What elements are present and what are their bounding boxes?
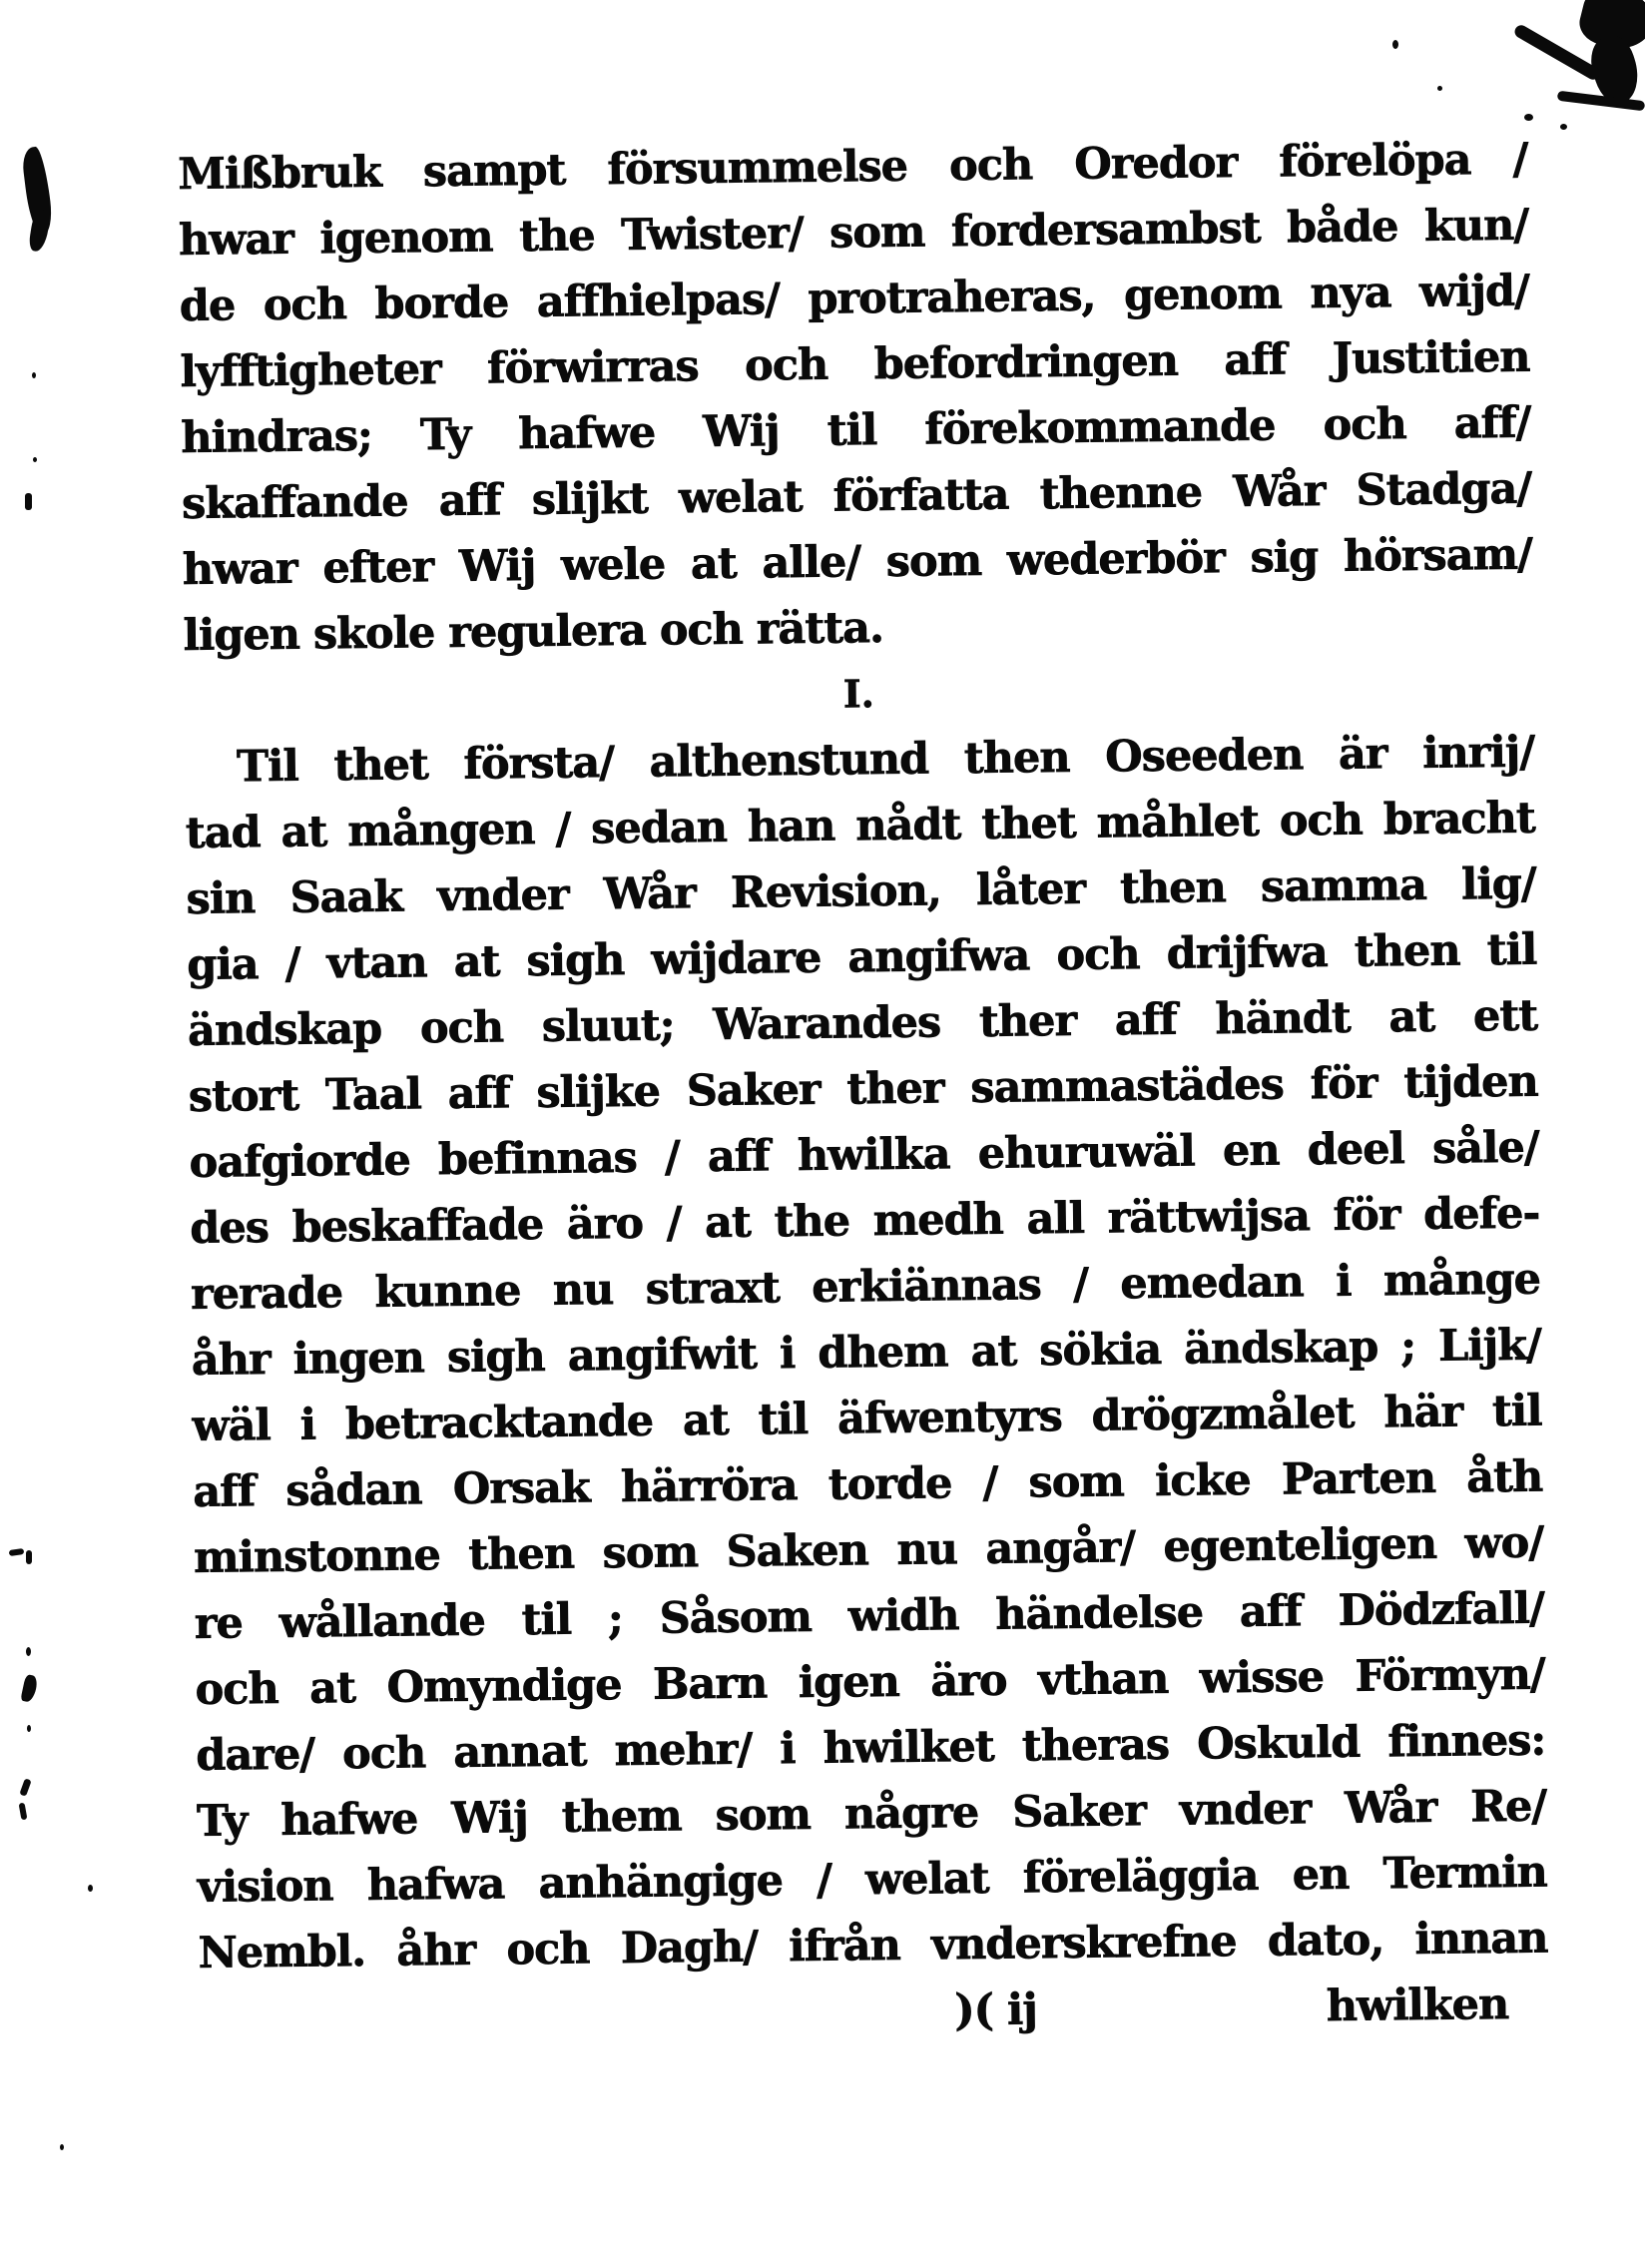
ink-speck (26, 1550, 32, 1564)
ink-speck (1560, 124, 1567, 130)
text-line: minstonne then som Saken nu angår/ egenteligen wo/ (193, 1517, 1544, 1583)
ink-speck (19, 1778, 31, 1796)
text-line: Mißbruk sampt försummelse och Oredor förelöpa / (178, 134, 1528, 200)
text-line: wäl i betracktande at til äfwentyrs drögzmålet här til (192, 1386, 1542, 1451)
signature-mark: )( ij (954, 1984, 1038, 2036)
text-line: tad at mången / sedan han nådt thet måhlet och bracht (185, 793, 1536, 858)
ink-speck (60, 2144, 64, 2150)
text-line: rerade kunne nu straxt erkiännas / emedan i månge (190, 1254, 1541, 1320)
text-line: hwar efter Wij wele at alle/ som wederbör sig hörsam/ (182, 529, 1533, 595)
ink-speck (19, 1803, 28, 1821)
ink-speck (1437, 86, 1442, 91)
text-line: gia / vtan at sigh wijdare angifwa och drijfwa then til (187, 924, 1537, 990)
ink-speck (32, 372, 36, 378)
ink-speck (25, 493, 32, 510)
ink-speck (1392, 40, 1398, 49)
text-line: ändskap och sluut; Warandes ther aff händt at ett (187, 990, 1538, 1056)
text-line: ligen skole regulera och rätta. (183, 603, 884, 661)
ink-speck (88, 1885, 93, 1892)
text-line: oafgiorde befinnas / aff hwilka ehuruwäl en deel såle/ (189, 1122, 1539, 1188)
text-line: och at Omyndige Barn igen äro vthan wisse Förmyn/ (195, 1649, 1545, 1715)
text-line: des beskaffade äro / at the medh all rättwijsa för defe- (190, 1188, 1540, 1254)
catchword: hwilken (1326, 1979, 1509, 2032)
text-line: stort Taal aff slijke Saker ther sammastädes för tijden (188, 1056, 1539, 1122)
text-line: lyfftigheter förwirras och befordringen aff Justitien (180, 331, 1530, 397)
ink-speck (20, 1674, 38, 1703)
text-line: de och borde affhielpas/ protraheras, genom nya wijd/ (179, 266, 1530, 331)
text-line: Til thet första/ althenstund then Oseeden är inrij/ (236, 727, 1535, 793)
text-line: sin Saak vnder Wår Revision, låter then samma lig/ (186, 858, 1536, 924)
text-line: hwar igenom the Twister/ som fordersambst både kun/ (178, 200, 1529, 266)
text-line: åhr ingen sigh angifwit i dhem at sökia ändskap ; Lijk/ (191, 1320, 1542, 1386)
ink-speck (27, 1725, 31, 1732)
section-heading: I. (842, 671, 875, 717)
text-line: vision hafwa anhängige / welat föreläggia en Termin (197, 1847, 1548, 1913)
text-line: re wållande til ; Såsom widh händelse aff Dödzfall/ (194, 1583, 1545, 1649)
text-line: Nembl. åhr och Dagh/ ifrån vnderskrefne dato, innan (198, 1913, 1548, 1979)
text-line: aff sådan Orsak härröra torde / som icke Parten åth (193, 1451, 1543, 1517)
ink-speck (26, 1647, 31, 1656)
ink-speck (1524, 114, 1533, 121)
text-line: dare/ och annat mehr/ i hwilket theras Oskuld finnes: (196, 1715, 1546, 1781)
text-line: Ty hafwe Wij them som någre Saker vnder Wår Re/ (196, 1781, 1547, 1847)
ink-speck (9, 1548, 25, 1556)
text-line: skaffande aff slijkt welat författa thenne Wår Stadga/ (181, 463, 1532, 529)
ink-speck (33, 457, 37, 462)
text-block (178, 127, 1549, 2052)
page-footer (199, 1972, 1549, 2052)
text-line: hindras; Ty hafwe Wij til förekommande och aff/ (181, 397, 1531, 463)
